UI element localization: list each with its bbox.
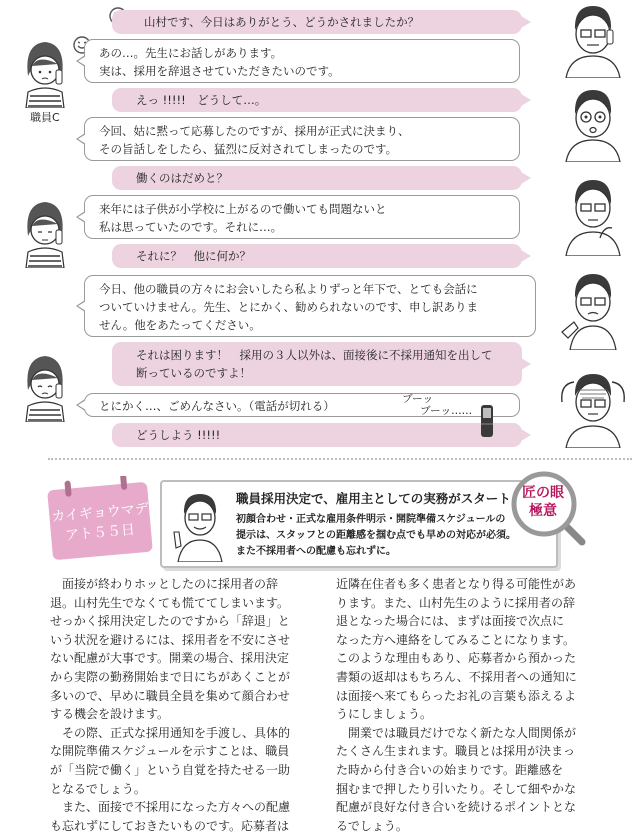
bubble-line: その旨話しをしたら、猛烈に反対されてしまったのです。	[99, 142, 398, 156]
bubble-line: どうしよう !!!!!	[136, 428, 221, 442]
doctor-illustration	[560, 270, 630, 350]
article-line: また、面接で不採用になった方々への配慮	[50, 800, 291, 815]
article-line: から実際の勤務開始まで日にちがあくことが	[50, 669, 291, 684]
article-line: いう状況を避けるには、採用者を不安にさせ	[50, 632, 291, 647]
article-line: 面接が終わりホッとしたのに採用者の辞	[50, 577, 279, 591]
article-line: るでしょう。	[336, 818, 408, 833]
bubble-line: それに？ 他に何か？	[136, 249, 251, 263]
section-divider	[48, 458, 632, 460]
bubble-line: とにかく…、ごめんなさい。（電話が切れる）	[99, 399, 335, 413]
doctor-illustration	[560, 176, 626, 256]
key-point-banner	[160, 480, 558, 568]
bubble-line: 今回、姑に黙って応募したのですが、採用が正式に決まり、	[99, 124, 410, 138]
doctor-bubble	[112, 10, 522, 34]
bubble-line: 来年には子供が小学校に上がるので働いても問題ないと	[99, 202, 387, 216]
bubble-line: それは困ります！ 採用の３人以外は、面接後に不採用通知を出して	[136, 348, 493, 362]
bubble-line: 私は思っていたのです。それに…。	[99, 220, 283, 234]
bubble-line: 今日、他の職員の方々にお会いしたら私よりずっと年下で、とても会話に	[99, 282, 478, 296]
bubble-line: 断っているのですよ！	[136, 366, 251, 380]
doctor-pointing-icon	[170, 488, 230, 562]
staff-bubble	[84, 39, 520, 83]
article-line: うにしましょう。	[336, 707, 433, 722]
article-line: な開院準備スケジュールを示すことは、職員	[50, 744, 290, 759]
article-line: ない配慮が大事です。開業の場合、採用決定	[50, 651, 290, 666]
banner-title: 職員採用決定で、雇用主としての実務がスタート	[236, 491, 511, 506]
banner-body-line: また不採用者への配慮も忘れずに。	[236, 546, 396, 557]
doctor-bubble	[112, 423, 522, 447]
article-line: 多いので、早めに職員全員を集めて顔合わせ	[50, 688, 290, 703]
doctor-illustration	[560, 2, 626, 78]
bubble-line: せん。他をあたってください。	[99, 318, 261, 332]
article-column-right	[336, 575, 608, 835]
doctor-bubble	[112, 244, 522, 268]
badge-subtitle: 極意	[529, 503, 557, 519]
staff-label: 職員C	[30, 111, 60, 124]
article-line: となるでしょう。	[50, 781, 146, 796]
staff-bubble	[84, 275, 536, 337]
article-line: たくさん生まれます。職員とは採用が決まっ	[336, 744, 576, 759]
doctor-illustration	[556, 368, 630, 448]
article-line: 配慮が良好な付き合いを続けるポイントとな	[336, 800, 577, 815]
doctor-illustration	[560, 86, 626, 162]
article-line: 近隣在住者も多く患者となり得る可能性があ	[336, 577, 577, 591]
banner-body-line: 提示は、スタッフとの距離感を掴む点でも早めの対応が必須。	[236, 530, 516, 541]
banner-body-line: 初顔合わせ・正式な雇用条件明示・開院準備スケジュールの	[236, 514, 506, 525]
bubble-line: 山村です、今日はありがとう、どうかされましたか？	[144, 15, 420, 29]
staff-c-illustration	[18, 350, 72, 422]
buzz-sfx: ブーッ……	[420, 405, 473, 417]
badge-title: 匠の眼	[522, 485, 564, 501]
article-line: た時から付き合いの始まりです。距離感を	[336, 762, 564, 777]
bubble-line: えっ !!!!! どうして…。	[136, 93, 267, 107]
article-line: が「当院で働く」という自覚を持たせる一助	[50, 762, 291, 777]
mobile-phone-icon	[478, 404, 496, 438]
staff-bubble	[84, 195, 520, 239]
article-line: このような理由もあり、応募者から預かった	[336, 651, 577, 666]
article-line: は面接へ来てもらったお礼の言葉も添えるよ	[336, 688, 577, 703]
calendar-line-2: アト５５日	[64, 521, 136, 545]
bubble-line: あの…。先生にお話しがあります。	[99, 46, 283, 60]
article-line: 書類の返却はもちろん、不採用者への通知に	[336, 669, 577, 684]
buzz-sfx: ブーッ	[402, 393, 434, 405]
doctor-bubble	[112, 166, 522, 190]
calendar-line-1: カイギョウマデ	[50, 500, 150, 526]
doctor-bubble	[112, 342, 522, 386]
article-line: なった方へ連絡をしてみることになります。	[336, 632, 576, 647]
article-line: せっかく採用決定したのですから「辞退」と	[50, 614, 290, 629]
article-line: その際、正式な採用通知を手渡し、具体的	[50, 725, 291, 740]
bubble-line: ついていけません。先生、とにかく、勧められないのです、申し訳ありま	[99, 300, 479, 314]
article-line: 掴むまで押したり引いたり。そして細やかな	[336, 781, 577, 796]
bubble-line: 実は、採用を辞退させていただきたいのです。	[99, 64, 340, 78]
staff-c-illustration	[18, 196, 72, 268]
article-line: ります。また、山村先生のように採用者の辞	[336, 595, 576, 610]
bubble-line: 働くのはだめと？	[136, 171, 228, 185]
article-line: も忘れずにしておきたいものです。応募者は	[50, 818, 290, 833]
article-line: 開業では職員だけでなく新たな人間関係が	[336, 725, 577, 740]
banner-body	[236, 512, 516, 560]
doctor-bubble	[112, 88, 522, 112]
article-line: 退。山村先生でなくても慌ててしまいます。	[50, 595, 290, 610]
staff-bubble	[84, 117, 520, 161]
article-line: 退となった場合には、まずは面接で次点に	[336, 614, 565, 629]
article-column-left	[50, 575, 322, 835]
staff-c-illustration	[18, 36, 72, 108]
article-line: する機会を設けます。	[50, 707, 170, 722]
